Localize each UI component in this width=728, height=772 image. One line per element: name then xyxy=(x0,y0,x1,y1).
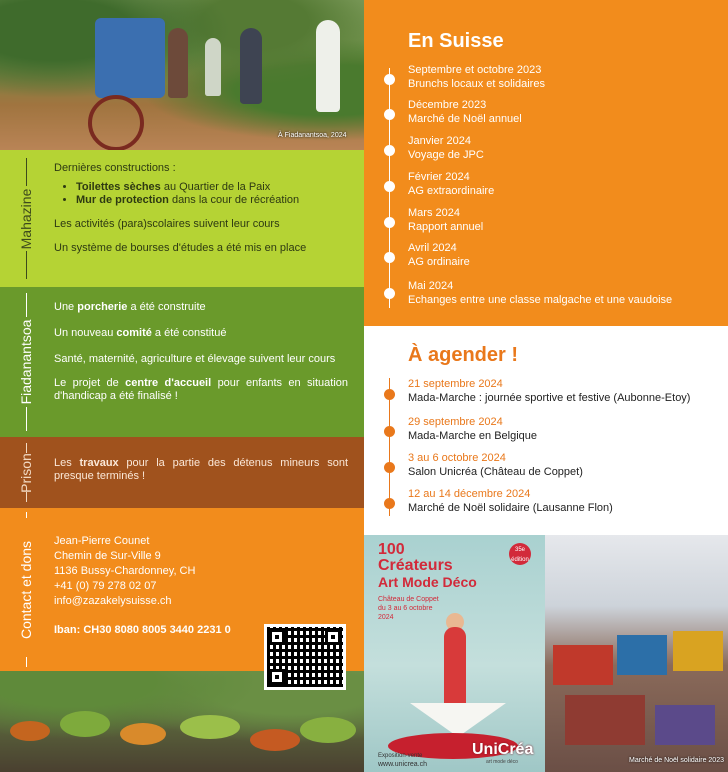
poster-year: 2024 xyxy=(378,614,394,621)
bullet-bold: Mur de protection xyxy=(76,194,169,206)
section-title: En Suisse xyxy=(408,30,504,52)
section-label-text: Prison xyxy=(18,452,34,493)
label-line xyxy=(26,158,27,186)
photo-fiadanantsoa xyxy=(0,0,364,150)
paragraph: Santé, maternité, agriculture et élevage suivent leur cours xyxy=(54,353,336,365)
qr-eye xyxy=(269,669,285,685)
qr-eye xyxy=(325,629,341,645)
intro-text: Dernières constructions : xyxy=(54,162,176,174)
rickshaw-shape xyxy=(95,18,165,98)
item-date: Avril 2024 xyxy=(408,242,457,254)
vegetable-shape xyxy=(250,729,300,751)
item-date: 12 au 14 décembre 2024 xyxy=(408,488,531,500)
poster-venue-line: du 3 au 6 octobre xyxy=(378,605,433,612)
clothes-rack xyxy=(617,635,667,675)
bullet-bold: Toilettes sèches xyxy=(76,181,161,193)
paragraph: Une porcherie a été construite xyxy=(54,301,206,313)
edition-badge: 35e édition xyxy=(509,543,531,565)
section-label xyxy=(0,437,52,508)
timeline-dot xyxy=(384,109,395,120)
timeline-item xyxy=(408,134,720,162)
item-date: Mai 2024 xyxy=(408,280,454,292)
vegetable-shape xyxy=(10,721,50,741)
poster-line3: Art Mode Déco xyxy=(378,574,477,590)
timeline-dot xyxy=(384,181,395,192)
label-line xyxy=(26,492,27,502)
person-shape xyxy=(168,28,188,98)
bullet-list xyxy=(54,181,348,207)
item-event: AG extraordinaire xyxy=(408,185,495,197)
timeline-item xyxy=(408,170,720,198)
person-shape xyxy=(240,28,262,104)
photo-christmas-market xyxy=(545,535,728,772)
timeline-item xyxy=(408,206,720,234)
label-line xyxy=(26,443,27,453)
bullet-text: dans la cour de récréation xyxy=(168,194,300,206)
item-date: Septembre et octobre 2023 xyxy=(408,64,542,76)
item-event: Voyage de JPC xyxy=(408,149,484,161)
timeline-dot xyxy=(384,426,395,437)
timeline-dot xyxy=(384,288,395,299)
wheel-shape xyxy=(88,95,144,151)
timeline-dot xyxy=(384,498,395,509)
label-line xyxy=(26,293,27,317)
label-line xyxy=(26,407,27,431)
timeline-dot xyxy=(384,74,395,85)
contact-street: Chemin de Sur-Ville 9 xyxy=(54,550,161,562)
contact-phone[interactable]: +41 (0) 79 278 02 07 xyxy=(54,580,157,592)
section-label-text: Fiadanantsoa xyxy=(18,319,34,405)
item-event: AG ordinaire xyxy=(408,256,470,268)
section-label-text: Mahazine xyxy=(18,188,34,249)
section-content xyxy=(54,457,348,483)
contact-iban: Iban: CH30 8080 8005 3440 2231 0 xyxy=(54,624,231,636)
timeline-item xyxy=(408,241,720,269)
logo-subtitle: art mode déco xyxy=(486,759,518,765)
contact-email[interactable]: info@zazakelysuisse.ch xyxy=(54,595,172,607)
item-event: Echanges entre une classe malgache et une vaudoise xyxy=(408,294,673,306)
paper-boat xyxy=(410,703,506,737)
contact-city: 1136 Bussy-Chardonney, CH xyxy=(54,565,196,577)
paragraph: Les activités (para)scolaires suivent leur cours xyxy=(54,218,280,230)
item-event: Salon Unicréa (Château de Coppet) xyxy=(408,466,583,478)
item-date: Mars 2024 xyxy=(408,207,460,219)
section-content xyxy=(54,301,348,403)
label-line xyxy=(26,512,27,518)
item-event: Brunchs locaux et solidaires xyxy=(408,78,545,90)
person-shape xyxy=(205,38,221,96)
timeline-item xyxy=(408,98,720,126)
bullet-item xyxy=(76,194,348,207)
paragraph: Un nouveau comité a été constitué xyxy=(54,327,227,339)
label-line xyxy=(26,657,27,667)
item-event: Mada-Marche : journée sportive et festive (Aubonne-Etoy) xyxy=(408,392,691,404)
bullet-item xyxy=(76,181,348,194)
photo-caption: Marché de Noël solidaire 2023 xyxy=(629,757,724,764)
item-date: Janvier 2024 xyxy=(408,135,471,147)
item-event: Marché de Noël annuel xyxy=(408,113,522,125)
item-event: Rapport annuel xyxy=(408,221,484,233)
item-date: 3 au 6 octobre 2024 xyxy=(408,452,506,464)
person-shape xyxy=(316,20,340,112)
timeline-item xyxy=(408,415,720,443)
poster-url: www.unicrea.ch xyxy=(378,761,428,768)
vegetable-shape xyxy=(120,723,166,745)
section-mahazine xyxy=(0,150,364,287)
item-event: Marché de Noël solidaire (Lausanne Flon) xyxy=(408,502,613,514)
clothes-rack xyxy=(673,631,723,671)
section-label xyxy=(0,150,52,287)
section-label xyxy=(0,508,52,671)
vegetable-shape xyxy=(180,715,240,739)
timeline-item xyxy=(408,63,720,91)
vegetable-shape xyxy=(60,711,110,737)
timeline-item xyxy=(408,377,720,405)
item-date: 21 septembre 2024 xyxy=(408,378,503,390)
paragraph: Le projet de centre d'accueil pour enfants en situation d'handicap a été finalisé ! xyxy=(54,377,349,402)
qr-code-pattern xyxy=(267,627,343,687)
qr-code[interactable] xyxy=(264,624,346,690)
timeline-dot xyxy=(384,252,395,263)
label-line xyxy=(26,251,27,279)
timeline-dot xyxy=(384,462,395,473)
qr-eye xyxy=(269,629,285,645)
poster-venue-line: Château de Coppet xyxy=(378,596,439,603)
item-date: Décembre 2023 xyxy=(408,99,487,111)
stand-table xyxy=(565,695,645,745)
bullet-text: au Quartier de la Paix xyxy=(160,181,271,193)
section-en-suisse xyxy=(364,0,728,326)
unicrea-logo: UniCréa xyxy=(472,741,534,758)
section-fiadanantsoa xyxy=(0,287,364,437)
poster-expo: Exposition-vente xyxy=(378,753,423,759)
item-date: Février 2024 xyxy=(408,171,470,183)
timeline-dot xyxy=(384,145,395,156)
section-label-text: Contact et dons xyxy=(18,540,34,639)
contact-block xyxy=(54,534,348,638)
contact-name: Jean-Pierre Counet xyxy=(54,535,150,547)
paragraph: Un système de bourses d'études a été mis en place xyxy=(54,242,307,254)
paragraph: Les travaux pour la partie des détenus mineurs sont presque terminés ! xyxy=(54,457,348,482)
item-event: Mada-Marche en Belgique xyxy=(408,430,538,442)
photo-caption: À Fiadanantsoa, 2024 xyxy=(278,132,347,139)
timeline-dot xyxy=(384,217,395,228)
timeline-dot xyxy=(384,389,395,400)
section-title: À agender ! xyxy=(408,344,519,366)
stand-table xyxy=(655,705,715,745)
clothes-rack xyxy=(553,645,613,685)
timeline-item xyxy=(408,279,720,307)
poster-line1: 100 xyxy=(378,541,405,558)
poster-venue xyxy=(378,595,439,622)
section-label xyxy=(0,287,52,437)
section-prison xyxy=(0,437,364,508)
item-date: 29 septembre 2024 xyxy=(408,416,503,428)
timeline-item xyxy=(408,451,720,479)
timeline-item xyxy=(408,487,720,515)
section-agender xyxy=(364,326,728,535)
vegetable-shape xyxy=(300,717,356,743)
section-content xyxy=(54,162,348,255)
poster-line2: Créateurs xyxy=(378,557,453,574)
unicrea-poster xyxy=(364,535,545,772)
